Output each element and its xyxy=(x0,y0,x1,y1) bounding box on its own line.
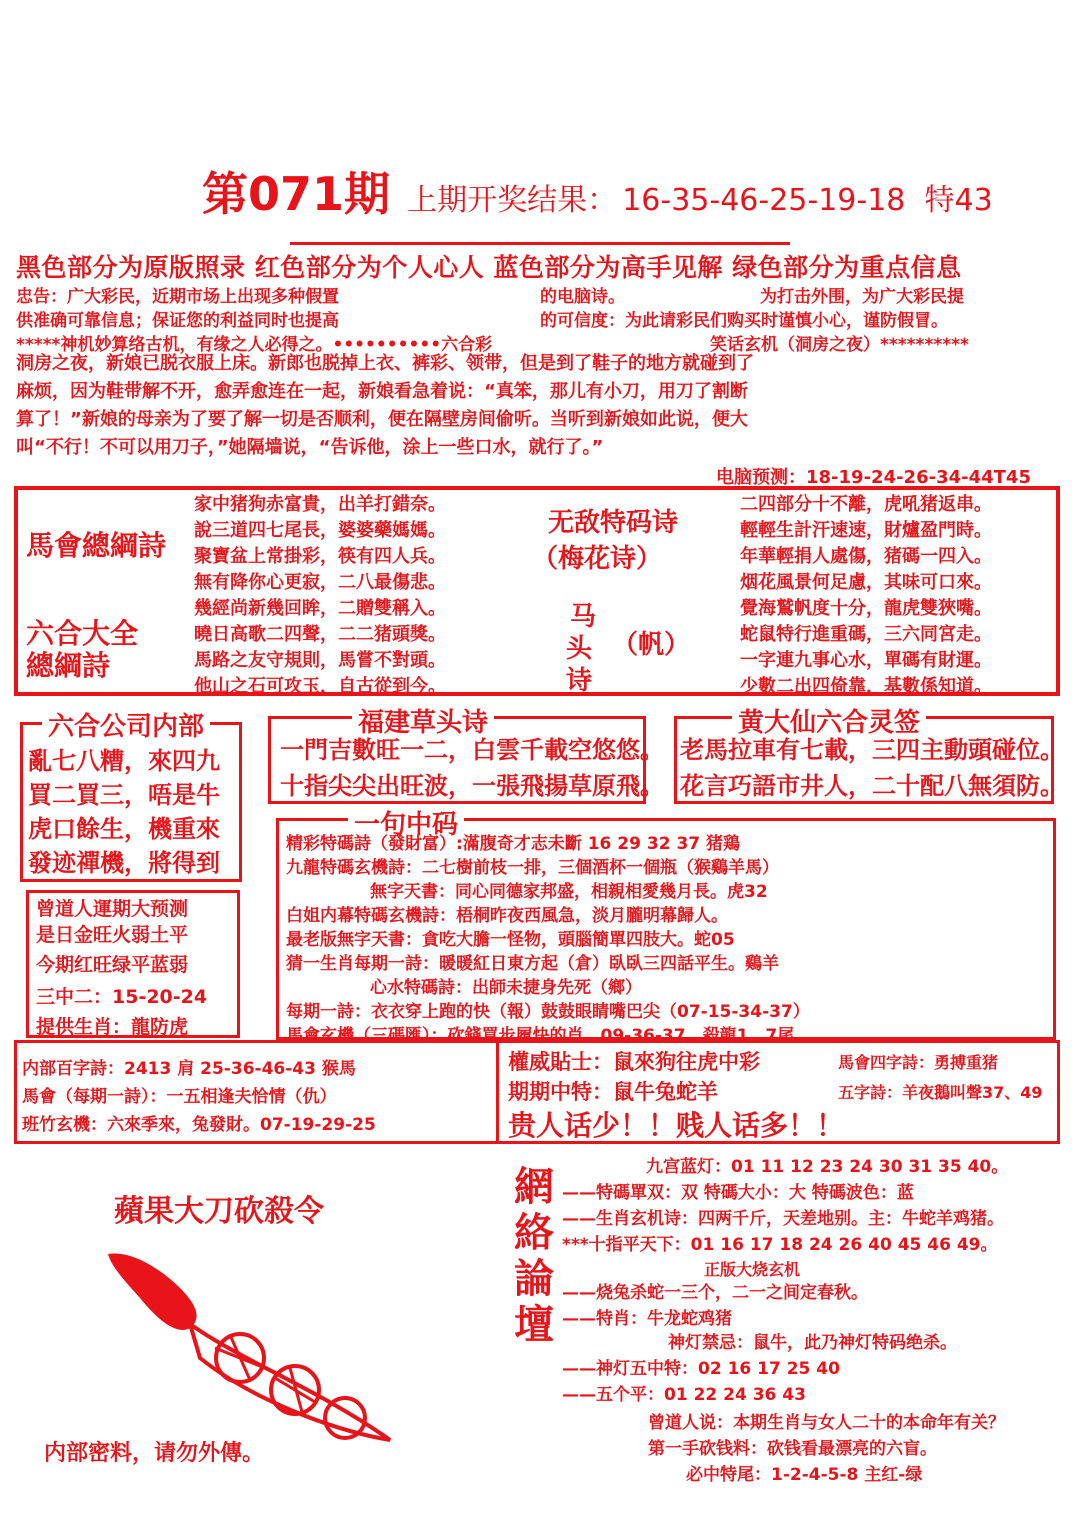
ceng-title: 曾道人運期大预测 xyxy=(36,898,189,920)
ceng-line-3: 三中二：15-20-24 xyxy=(36,986,208,1008)
forum-line-7: 神灯禁忌：鼠牛，此乃神灯特码绝杀。 xyxy=(668,1333,957,1353)
ceng-line-2: 今期红旺绿平蓝弱 xyxy=(36,954,189,976)
story-title-right: 笑话玄机（洞房之夜）********** xyxy=(710,335,969,355)
yiju-lines: 精彩特碼詩（發財富）:滿腹奇才志未斷 16 29 32 37 猪鶏 九龍特碼玄機詩：二七樹前枝一排，三個酒杯一個瓶（猴鷄羊馬） 無字天書：同心同德家邦盛，相親相愛幾月長。虎32 白姐内幕特碼玄機詩：梧桐昨夜西風急，淡月朧明幕歸人。 最老版無字天書：貪吃大膽一怪物，頭腦簡單四肢大。蛇05 猜一生肖每期一詩：暖暖紅日東方起（倉）臥臥三四話平生。鷄羊 心水特碼詩：出師未捷身先死（鄉） 每期一詩：衣衣穿上跑的快（報）鼓鼓眼睛嘴巴尖（07-15-34-37） 馬會玄機（三碼匯）：砍錢買步履快的肖。09-36-37。殺龍1、7尾 xyxy=(286,834,810,1046)
knife-handle xyxy=(108,1253,197,1330)
story-title-left: *****神机妙算络古机，有缘之人必得之。••••••••••六合彩 xyxy=(16,335,493,355)
forum-vertical-title: 網 絡 論 壇 xyxy=(514,1164,554,1348)
lower-right-2a: 期期中特：鼠牛兔蛇羊 xyxy=(508,1080,718,1104)
mid-char-4: （帆） xyxy=(612,630,691,660)
fujian-title: 福建草头诗 xyxy=(352,702,494,739)
lower-right-2b: 五字詩：羊夜鵝叫聲37、49 xyxy=(838,1083,1043,1102)
notice-line-1a: 忠告：广大彩民，近期市场上出现多种假置 xyxy=(16,287,339,307)
poem-box-label-1: 馬會總綱詩 xyxy=(26,529,167,562)
knife-illustration xyxy=(90,1240,410,1450)
lower-left-1: 内部百字詩：2413 肩 25-36-46-43 猴馬 xyxy=(22,1059,356,1079)
notice-line-2b: 的可信度：为此请彩民们购买时谨慎小心，谨防假冒。 xyxy=(540,311,948,331)
mid-title-2: （梅花诗） xyxy=(532,544,663,574)
mid-char-1: 马 xyxy=(570,602,597,632)
forum-line-0: 九宫蓝灯：01 11 12 23 24 30 31 35 40。 xyxy=(646,1157,1009,1177)
yiju-title: 一句中码 xyxy=(348,804,464,841)
lower-right-1a: 權威貼士：鼠來狗往虎中彩 xyxy=(508,1050,760,1074)
forum-line-4: 正版大烧玄机 xyxy=(704,1260,801,1279)
notice-line-1c: 为打击外围，为广大彩民提 xyxy=(760,287,964,307)
company-lines: 亂七八糟，來四九 買二買三，唔是牛 虎口餘生，機重來 發迹禪機，將得到 xyxy=(28,747,220,877)
apple-knife-title: 蘋果大刀砍殺令 xyxy=(114,1194,324,1229)
story-body: 洞房之夜，新娘已脱衣服上床。新郎也脱掉上衣、裤彩、领带，但是到了鞋子的地方就碰到了 麻烦，因为鞋带解不开，愈弄愈连在一起，新娘看急着说：“真笨，那儿有小刀，用刀了割断 算了！”新娘的母亲为了要了解一切是否顺利，便在隔壁房间偷听。当听到新娘如此说，便大 叫“不行！不可以用刀子，”她隔墙说，“告诉他，涂上一些口水，就行了。” xyxy=(16,353,754,458)
poem-box-left-lines: 家中猪狗赤富貴，出羊打錯奈。 說三道四七尾長，婆婆藥媽媽。 聚寶盆上常掛彩，筷有四人兵。 無有降你心更寂，二八最傷悲。 幾經尚新幾回眸，二贈雙稱入。 曉日高歌二四聲，二二猪頭獎。 馬路之友守規則，馬嘗不對頭。 他山之石可攻玉，自古從到今。 xyxy=(194,494,446,697)
mid-char-3: 诗 xyxy=(566,666,593,696)
poem-box-right-lines: 二四部分十不離，虎吼猪返串。 輕輕生計汗速速，財爐盈門時。 年華輕捐人處傷，猪碼一四入。 烟花風景何足慮，其味可口來。 覺海鷲帆度十分，龍虎雙狹嘴。 蛇鼠特行進重碼，三六同宮走。 一字連九事心水，單碼有財運。 少數二出四倚靠，基數係知道。 xyxy=(740,494,992,697)
forum-line-9: ——五个平：01 22 24 36 43 xyxy=(562,1385,806,1405)
forum-line-10: 曾道人说：本期生肖与女人二十的本命年有关？ xyxy=(648,1413,1005,1433)
forum-line-2: ——生肖玄机诗：四两千斤，天差地别。主：牛蛇羊鸡猪。 xyxy=(562,1209,1004,1229)
legend-rule xyxy=(290,242,790,245)
huang-line-1: 老馬拉車有七載，三四主動頭碰位。 xyxy=(680,736,1064,764)
mid-title-1: 无敌特码诗 xyxy=(548,508,679,538)
lower-divider xyxy=(496,1040,499,1144)
last-result-label: 上期开奖结果： xyxy=(407,183,618,218)
poem-box-label-2a: 六合大全 xyxy=(26,617,139,650)
poem-box-label-2b: 總綱詩 xyxy=(26,649,111,682)
huang-title: 黄大仙六合灵签 xyxy=(732,702,926,739)
forum-line-3: ***十指平天下：01 16 17 18 24 26 40 45 46 49。 xyxy=(562,1235,998,1255)
huang-line-2: 花言巧語市井人，二十配八無須防。 xyxy=(680,772,1064,800)
lower-slogan: 贵人话少！！贱人话多！！ xyxy=(508,1109,845,1142)
forum-line-12: 必中特尾：1-2-4-5-8 主红-绿 xyxy=(686,1465,923,1485)
computer-forecast: 电脑预测：18-19-24-26-34-44T45 xyxy=(716,467,1031,488)
fujian-line-2: 十指尖尖出旺波，一張飛揚草原飛。 xyxy=(280,772,664,800)
last-result-special: 特43 xyxy=(924,183,993,218)
issue-header xyxy=(202,158,993,224)
last-result-numbers: 16-35-46-25-19-18 xyxy=(622,183,906,218)
forum-line-8: ——神灯五中特：02 16 17 25 40 xyxy=(562,1359,840,1379)
forum-line-6: ——特肖：牛龙蛇鸡猪 xyxy=(562,1309,732,1329)
ceng-line-4: 提供生肖：龍防虎 xyxy=(36,1016,189,1038)
issue-number: 第071期 xyxy=(202,167,391,221)
lower-right-1b: 馬會四字詩：勇搏重猪 xyxy=(838,1053,999,1072)
color-legend: 黑色部分为原版照录 红色部分为个人心人 蓝色部分为高手见解 绿色部分为重点信息 xyxy=(16,253,962,282)
lower-left-3: 班竹玄機：六來季來，兔發財。07-19-29-25 xyxy=(22,1115,376,1135)
notice-line-2a: 供准确可靠信息；保证您的利益同时也提高 xyxy=(16,311,339,331)
forum-line-1: ——特碼單双：双 特碼大小：大 特碼波色：蓝 xyxy=(562,1183,914,1203)
notice-line-1b: 的电脑诗。 xyxy=(540,287,625,307)
company-title: 六合公司内部 xyxy=(42,706,210,743)
mid-char-2: 头 xyxy=(566,634,593,664)
forum-line-5: ——烧兔杀蛇一三个，二一之间定春秋。 xyxy=(562,1283,868,1303)
fujian-line-1: 一門吉數旺一二，白雲千載空悠悠。 xyxy=(280,736,664,764)
ceng-line-1: 是日金旺火弱土平 xyxy=(36,924,189,946)
internal-footer: 内部密料，请勿外傳。 xyxy=(44,1441,265,1466)
forum-line-11: 第一手砍钱料：砍钱看最漂亮的六盲。 xyxy=(648,1439,937,1459)
lower-left-2: 馬會（每期一詩）：一五相逢夫恰情（仇） xyxy=(22,1087,337,1107)
